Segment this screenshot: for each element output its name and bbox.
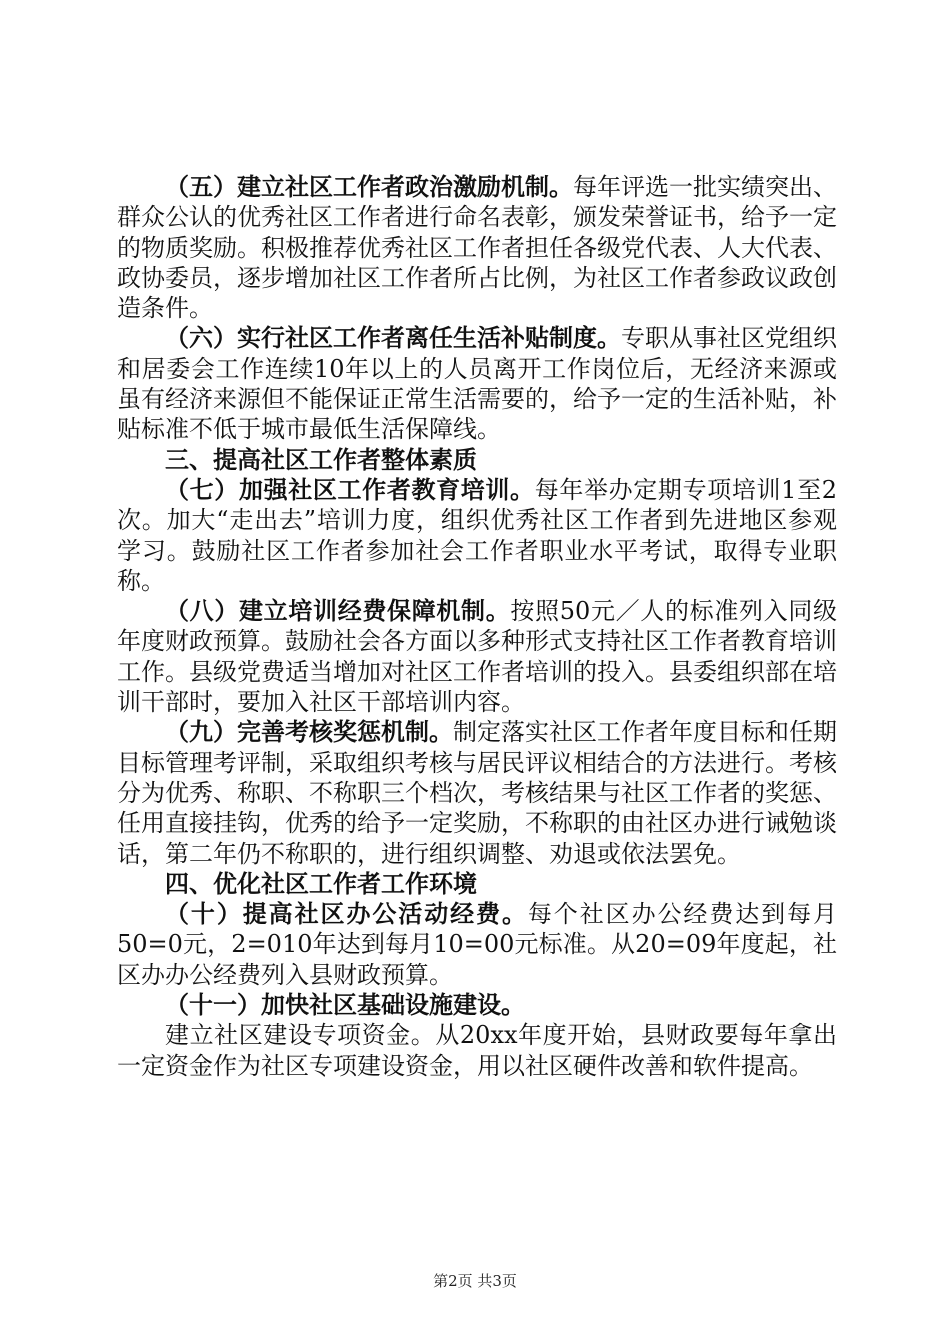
paragraph-8-heading: （八）建立培训经费保障机制。: [165, 596, 511, 626]
paragraph-9: [117, 717, 837, 868]
paragraph-10-heading: （十）提高社区办公活动经费。: [165, 899, 528, 929]
paragraph-11: [117, 990, 837, 1020]
paragraph-11-body: 建立社区建设专项资金。从20xx年度开始，县财政要每年拿出一定资金作为社区专项建设资金，用以社区硬件改善和软件提高。: [117, 1021, 837, 1080]
paragraph-5-heading: （五）建立社区工作者政治激励机制。: [165, 172, 573, 201]
paragraph-6-heading: （六）实行社区工作者离任生活补贴制度。: [165, 323, 621, 353]
document-body: [117, 172, 837, 1081]
paragraph-8: [117, 596, 837, 717]
paragraph-5: [117, 172, 837, 323]
paragraph-7-heading: （七）加强社区工作者教育培训。: [165, 474, 535, 504]
section-heading-3: 三、提高社区工作者整体素质: [165, 444, 477, 474]
section-heading-4: 四、优化社区工作者工作环境: [165, 868, 477, 898]
page-number-footer: 第2页 共3页: [433, 1272, 517, 1290]
paragraph-10-text: 每个社区办公经费达到每月50=0元，2=010年达到每月10=00元标准。从20=09年度起，社区办办公经费列入县财政预算。: [117, 900, 838, 989]
paragraph-7-text: 每年举办定期专项培训1至2次。加大“走出去”培训力度，组织优秀社区工作者到先进地区参观学习。鼓励社区工作者参加社会工作者职业水平考试，取得专业职称。: [117, 475, 837, 595]
paragraph-8-text: 按照50元／人的标准列入同级年度财政预算。鼓励社会各方面以多种形式支持社区工作者教育培训工作。县级党费适当增加对社区工作者培训的投入。县委组织部在培训干部时，要加入社区干部培训内容。: [117, 597, 837, 717]
paragraph-7: [117, 475, 837, 596]
paragraph-5-text: 每年评选一批实绩突出、群众公认的优秀社区工作者进行命名表彰，颁发荣誉证书，给予一定的物质奖励。积极推荐优秀社区工作者担任各级党代表、人大代表、政协委员，逐步增加社区工作者所占比例，为社区工作者参政议政创造条件。: [117, 173, 837, 323]
paragraph-10: [117, 899, 837, 990]
paragraph-6-text: 专职从事社区党组织和居委会工作连续10年以上的人员离开工作岗位后，无经济来源或虽有经济来源但不能保证正常生活需要的，给予一定的生活补贴，补贴标准不低于城市最低生活保障线。: [117, 324, 837, 444]
paragraph-9-text: 制定落实社区工作者年度目标和任期目标管理考评制，采取组织考核与居民评议相结合的方法进行。考核分为优秀、称职、不称职三个档次，考核结果与社区工作者的奖惩、任用直接挂钩，优秀的给予一定奖励，不称职的由社区办进行诫勉谈话，第二年仍不称职的，进行组织调整、劝退或依法罢免。: [117, 718, 837, 868]
paragraph-9-heading: （九）完善考核奖惩机制。: [165, 717, 453, 747]
paragraph-11-heading: （十一）加快社区基础设施建设。: [165, 990, 525, 1020]
paragraph-6: [117, 323, 837, 444]
